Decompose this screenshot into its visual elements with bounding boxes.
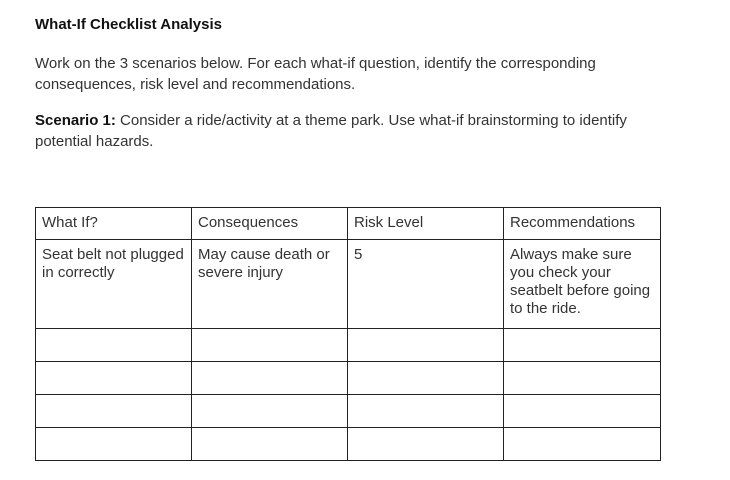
cell-consequences[interactable]	[192, 362, 348, 395]
cell-consequences[interactable]	[192, 329, 348, 362]
table-row	[36, 395, 661, 428]
cell-recommendations[interactable]	[504, 329, 661, 362]
scenario-label: Scenario 1:	[35, 112, 116, 129]
table-row	[36, 240, 661, 329]
scenario-paragraph	[35, 110, 675, 152]
cell-risk-level[interactable]	[348, 362, 504, 395]
scenario-text: Consider a ride/activity at a theme park. Use what-if brainstorming to identify potential hazards.	[35, 112, 627, 150]
cell-what-if[interactable]	[36, 362, 192, 395]
cell-recommendations[interactable]: Always make sure you check your seatbelt before going to the ride.	[504, 240, 661, 329]
header-consequences: Consequences	[192, 208, 348, 240]
cell-consequences[interactable]: May cause death or severe injury	[192, 240, 348, 329]
table-row	[36, 428, 661, 461]
table-header-row	[36, 208, 661, 240]
cell-risk-level[interactable]	[348, 329, 504, 362]
cell-recommendations[interactable]	[504, 428, 661, 461]
what-if-table	[35, 207, 661, 461]
cell-risk-level[interactable]	[348, 395, 504, 428]
table-row	[36, 329, 661, 362]
cell-what-if[interactable]: Seat belt not plugged in correctly	[36, 240, 192, 329]
cell-consequences[interactable]	[192, 428, 348, 461]
header-risk-level: Risk Level	[348, 208, 504, 240]
cell-what-if[interactable]	[36, 329, 192, 362]
table-row	[36, 362, 661, 395]
intro-paragraph: Work on the 3 scenarios below. For each what-if question, identify the corresponding consequences, risk level and recommendations.	[35, 55, 596, 93]
cell-risk-level[interactable]: 5	[348, 240, 504, 329]
cell-risk-level[interactable]	[348, 428, 504, 461]
cell-consequences[interactable]	[192, 395, 348, 428]
header-what-if: What If?	[36, 208, 192, 240]
cell-recommendations[interactable]	[504, 362, 661, 395]
cell-what-if[interactable]	[36, 395, 192, 428]
cell-recommendations[interactable]	[504, 395, 661, 428]
cell-what-if[interactable]	[36, 428, 192, 461]
header-recommendations: Recommendations	[504, 208, 661, 240]
document-title: What-If Checklist Analysis	[35, 16, 222, 33]
